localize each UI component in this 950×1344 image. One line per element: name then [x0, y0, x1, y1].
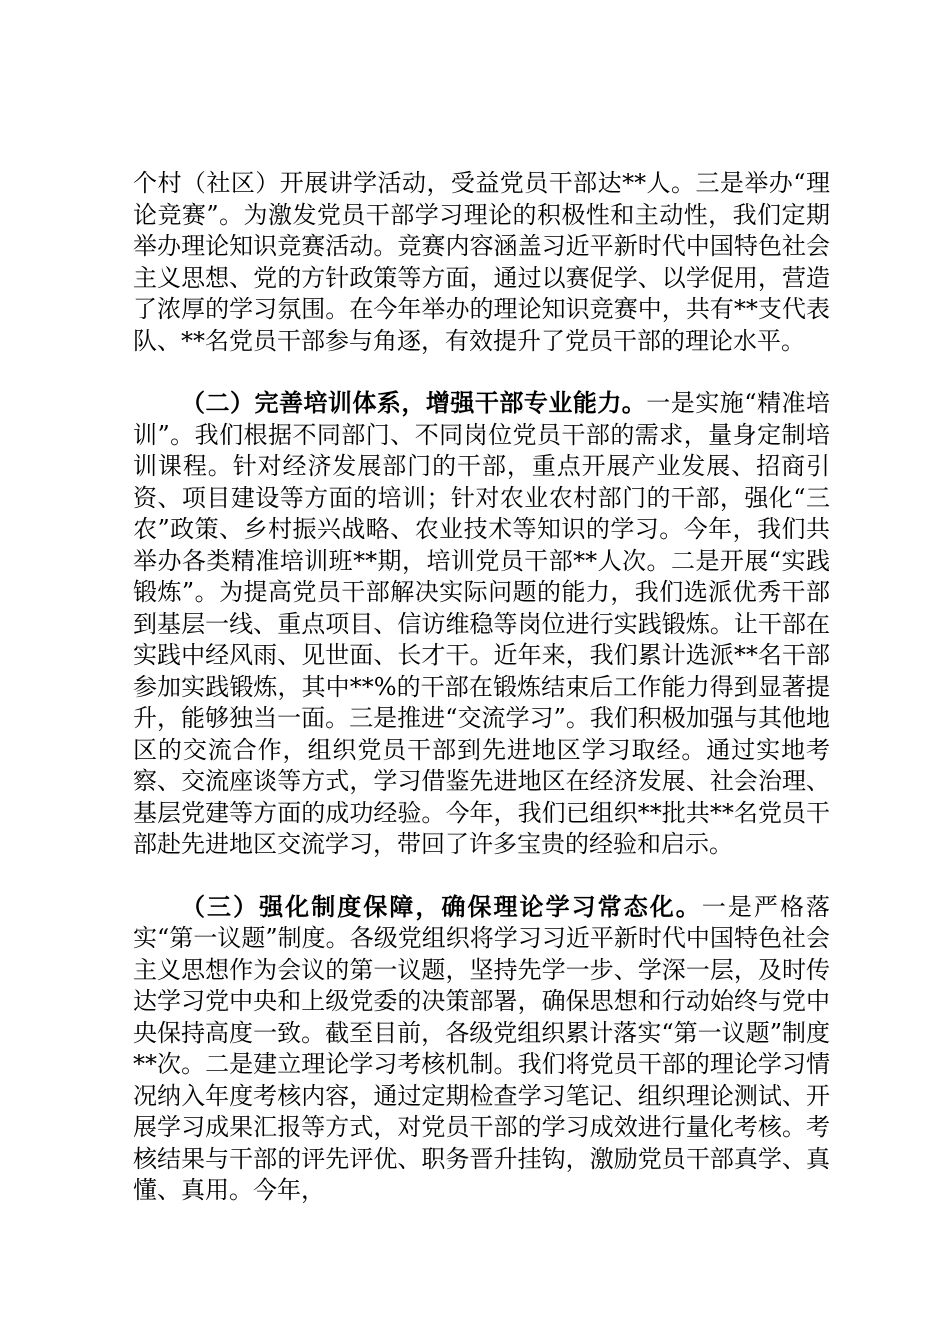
paragraph-3-body: 一是严格落实“第一议题”制度。各级党组织将学习习近平新时代中国特色社会主义思想作为会议的第一议题，坚持先学一步、学深一层，及时传达学习党中央和上级党委的决策部署，确保思想和行动始终与党中央保持高度一致。截至目前，各级党组织累计落实“第一议题”制度**次。二是建立理论学习考核机制。我们将党员干部的理论学习情况纳入年度考核内容，通过定期检查学习笔记、组织理论测试、开展学习成果汇报等方式，对党员干部的学习成效进行量化考核。考核结果与干部的评先评优、职务晋升挂钩，激励党员干部真学、真懂、真用。今年，: [133, 892, 831, 1204]
paragraph-1: [133, 168, 830, 357]
paragraph-2: [133, 387, 830, 861]
section-2-heading: （二）完善培训体系，增强干部专业能力。: [181, 388, 647, 417]
document-page: [133, 168, 830, 1207]
paragraph-2-body: 一是实施“精准培训”。我们根据不同部门、不同岗位党员干部的需求，量身定制培训课程。针对经济发展部门的干部，重点开展产业发展、招商引资、项目建设等方面的培训；针对农业农村部门的干部，强化“三农”政策、乡村振兴战略、农业技术等知识的学习。今年，我们共举办各类精准培训班**期，培训党员干部**人次。二是开展“实践锻炼”。为提高党员干部解决实际问题的能力，我们选派优秀干部到基层一线、重点项目、信访维稳等岗位进行实践锻炼。让干部在实践中经风雨、见世面、长才干。近年来，我们累计选派**名干部参加实践锻炼，其中**%的干部在锻炼结束后工作能力得到显著提升，能够独当一面。三是推进“交流学习”。我们积极加强与其他地区的交流合作，组织党员干部到先进地区学习取经。通过实地考察、交流座谈等方式，学习借鉴先进地区在经济发展、社会治理、基层党建等方面的成功经验。今年，我们已组织**批共**名党员干部赴先进地区交流学习，带回了许多宝贵的经验和启示。: [133, 389, 830, 858]
paragraph-1-body: 个村（社区）开展讲学活动，受益党员干部达**人。三是举办“理论竞赛”。为激发党员干部学习理论的积极性和主动性，我们定期举办理论知识竞赛活动。竞赛内容涵盖习近平新时代中国特色社会主义思想、党的方针政策等方面，通过以赛促学、以学促用，营造了浓厚的学习氛围。在今年举办的理论知识竞赛中，共有**支代表队、**名党员干部参与角逐，有效提升了党员干部的理论水平。: [133, 169, 830, 355]
section-3-heading: （三）强化制度保障，确保理论学习常态化。: [181, 891, 702, 921]
paragraph-3: [133, 891, 830, 1207]
